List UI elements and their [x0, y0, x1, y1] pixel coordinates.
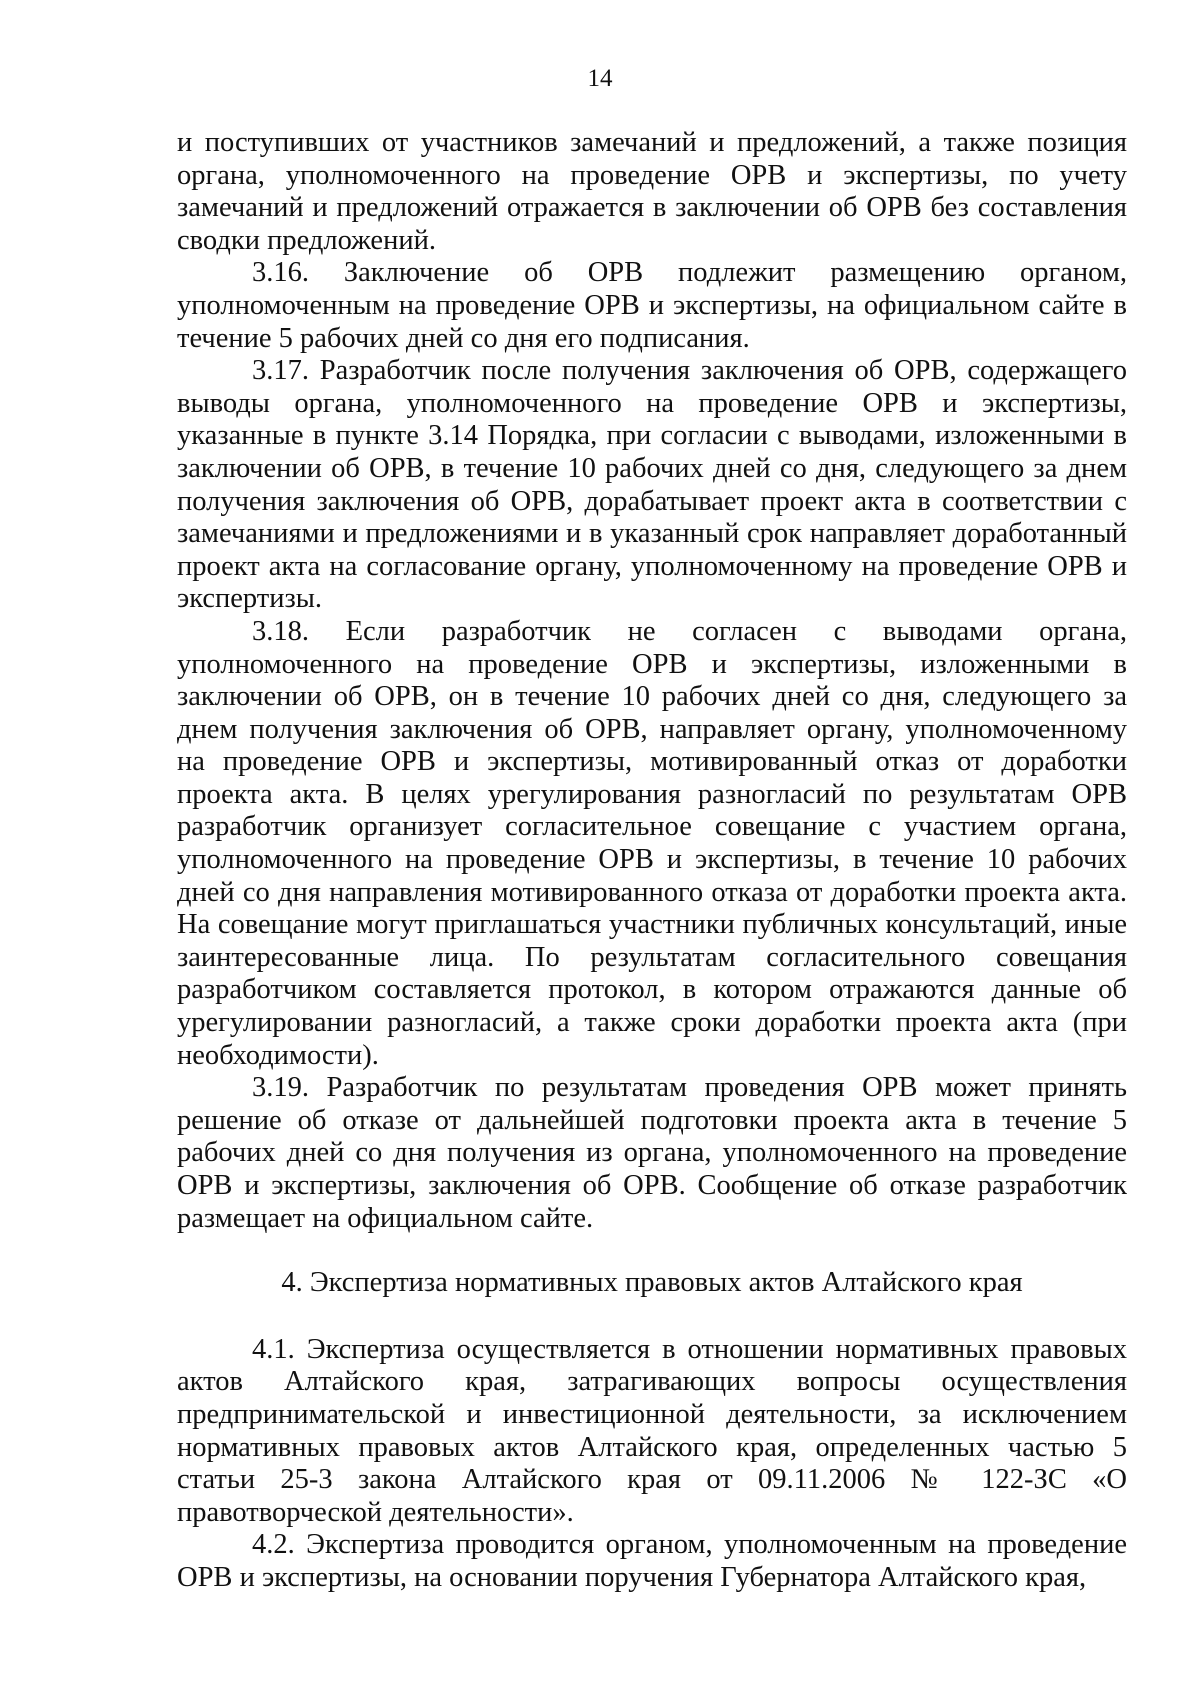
- paragraph-4-2: 4.2. Экспертиза проводится органом, уполномоченным на проведение ОРВ и экспертизы, на основании поручения Губернатора Алтайского края,: [177, 1529, 1127, 1593]
- paragraph-3-17: 3.17. Разработчик после получения заключения об ОРВ, содержащего выводы органа, уполномоченного на проведение ОРВ и экспертизы, указанные в пункте 3.14 Порядка, при согласии с выводами, изложенными в заключении об ОРВ, в течение 10 рабочих дней со дня, следующего за днем получения заключения об ОРВ, дорабатывает проект акта в соответствии с замечаниями и предложениями и в указанный срок направляет доработанный проект акта на согласование органу, уполномоченному на проведение ОРВ и экспертизы.: [177, 355, 1127, 615]
- page-number: 14: [587, 65, 613, 92]
- paragraph-3-16: 3.16. Заключение об ОРВ подлежит размещению органом, уполномоченным на проведение ОРВ и экспертизы, на официальном сайте в течение 5 рабочих дней со дня его подписания.: [177, 257, 1127, 354]
- paragraph-3-18: 3.18. Если разработчик не согласен с выводами органа, уполномоченного на проведение ОРВ и экспертизы, изложенными в заключении об ОРВ, он в течение 10 рабочих дней со дня, следующего за днем получения заключения об ОРВ, направляет органу, уполномоченному на проведение ОРВ и экспертизы, мотивированный отказ от доработки проекта акта. В целях урегулирования разногласий по результатам ОРВ разработчик организует согласительное совещание с участием органа, уполномоченного на проведение ОРВ и экспертизы, в течение 10 рабочих дней со дня направления мотивированного отказа от доработки проекта акта. На совещание могут приглашаться участники публичных консультаций, иные заинтересованные лица. По результатам согласительного совещания разработчиком составляется протокол, в котором отражаются данные об урегулировании разногласий, а также сроки доработки проекта акта (при необходимости).: [177, 615, 1127, 1071]
- paragraph-4-1: 4.1. Экспертиза осуществляется в отношении нормативных правовых актов Алтайского края, затрагивающих вопросы осуществления предпринимательской и инвестиционной деятельности, за исключением нормативных правовых актов Алтайского края, определенных частью 5 статьи 25-3 закона Алтайского края от 09.11.2006 № 122-ЗС «О правотворческой деятельности».: [177, 1333, 1127, 1528]
- paragraph-continuation: и поступивших от участников замечаний и предложений, а также позиция органа, уполномоченного на проведение ОРВ и экспертизы, по учету замечаний и предложений отражается в заключении об ОРВ без составления сводки предложений.: [177, 127, 1127, 256]
- document-body: [177, 127, 1127, 1595]
- paragraph-3-19: 3.19. Разработчик по результатам проведения ОРВ может принять решение об отказе от дальнейшей подготовки проекта акта в течение 5 рабочих дней со дня получения из органа, уполномоченного на проведение ОРВ и экспертизы, заключения об ОРВ. Сообщение об отказе разработчик размещает на официальном сайте.: [177, 1072, 1127, 1234]
- section-4-heading: 4. Экспертиза нормативных правовых актов Алтайского края: [281, 1267, 1023, 1299]
